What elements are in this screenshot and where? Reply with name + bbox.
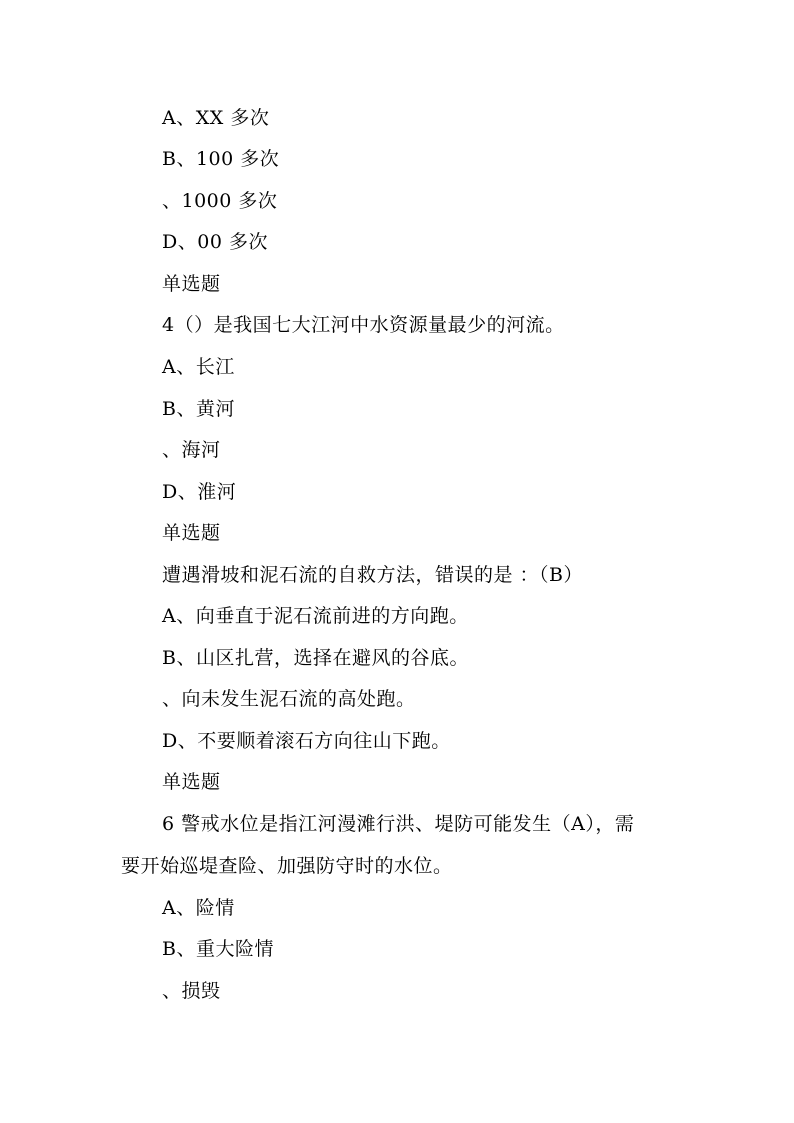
option-b-q3: B、100 多次 bbox=[162, 148, 280, 170]
option-c-q5: 、向未发生泥石流的高处跑。 bbox=[162, 688, 416, 710]
question-5-text: 遭遇滑坡和泥石流的自救方法，错误的是 ：（B） bbox=[162, 564, 584, 586]
option-d-q5: D、不要顺着滚石方向往山下跑。 bbox=[162, 730, 451, 752]
option-c-q6: 、损毁 bbox=[162, 980, 221, 1002]
option-b-q5: B、山区扎营，选择在避风的谷底。 bbox=[162, 647, 469, 669]
question-type-label: 单选题 bbox=[162, 771, 221, 793]
option-a-q5: A、向垂直于泥石流前进的方向跑。 bbox=[162, 605, 469, 627]
question-6-text: 6 警戒水位是指江河漫滩行洪、堤防可能发生（A），需 bbox=[162, 813, 635, 835]
option-d-q3: D、00 多次 bbox=[162, 231, 268, 253]
question-type-label: 单选题 bbox=[162, 522, 221, 544]
option-b-q4: B、黄河 bbox=[162, 398, 235, 420]
option-c-q3: 、1000 多次 bbox=[162, 190, 278, 212]
question-type-label: 单选题 bbox=[162, 273, 221, 295]
option-a-q4: A、长江 bbox=[162, 356, 235, 378]
option-d-q4: D、淮河 bbox=[162, 481, 237, 503]
option-a-q3: A、XX 多次 bbox=[162, 107, 270, 129]
question-6-text-continued: 要开始巡堤查险、加强防守时的水位。 bbox=[121, 855, 453, 877]
question-4-text: 4（）是我国七大江河中水资源量最少的河流。 bbox=[162, 314, 565, 336]
option-b-q6: B、重大险情 bbox=[162, 938, 274, 960]
option-a-q6: A、险情 bbox=[162, 897, 235, 919]
option-c-q4: 、海河 bbox=[162, 439, 221, 461]
